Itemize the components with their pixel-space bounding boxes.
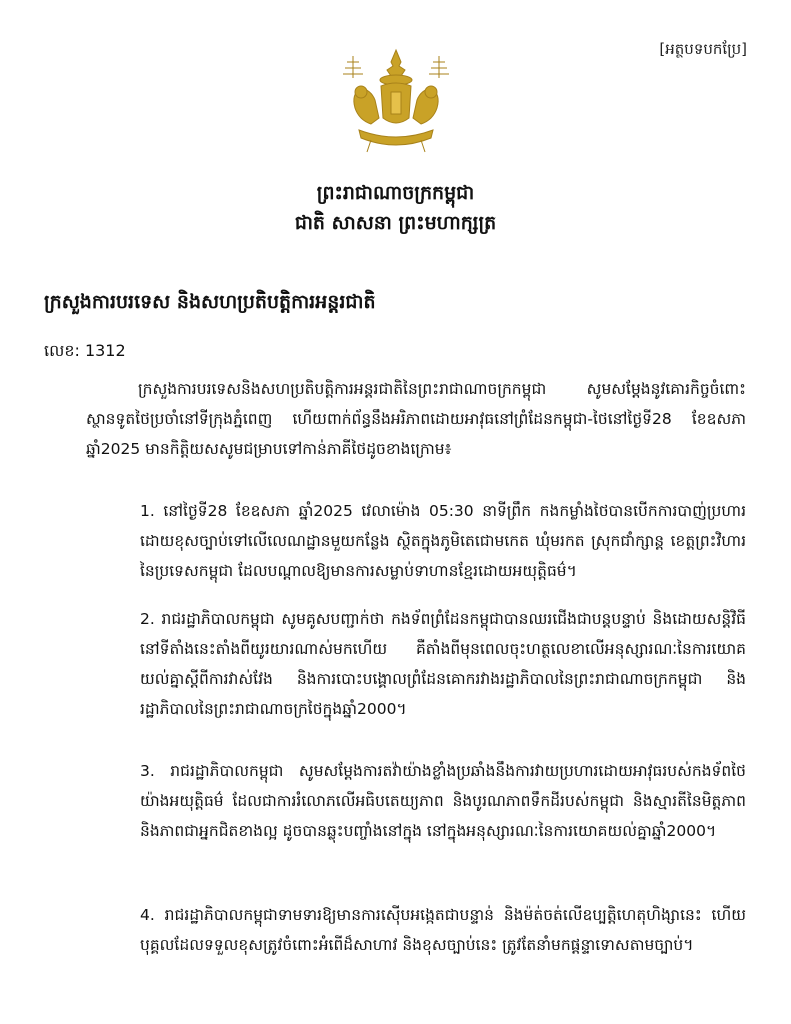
national-motto: ជាតិ សាសនា ព្រះមហាក្សត្រ [294, 212, 497, 234]
translation-tag: [អត្ថបទបកប្រែ] [659, 40, 747, 58]
reference-number: លេខ: 1312 [44, 341, 126, 360]
kingdom-name: ព្រះរាជាណាចក្រកម្ពុជា [316, 182, 475, 204]
intro-paragraph: ក្រសួងការបរទេសនិងសហប្រតិបត្តិការអន្តរជាតិនៃព្រះរាជាណាចក្រកម្ពុជា សូមសម្តែងនូវគោរកិច្ចចំពោះស្ថានទូតថៃប្រចាំនៅទីក្រុងភ្នំពេញ ហើយពាក់ព័ន្ធនឹងអរិភាពដោយអាវុធនៅព្រំដែនកម្ពុជា-ថៃនៅថ្ងៃទី28 ខែឧសភា ឆ្នាំ2025 មានកិត្តិយសសូមជម្រាបទៅកាន់ភាគីថៃដូចខាងក្រោម៖ [86, 380, 746, 458]
list-item: 1. នៅថ្ងៃទី28 ខែឧសភា ឆ្នាំ2025 វេលាម៉ោង 05:30 នាទីព្រឹក កងកម្លាំងថៃបានបើកការបាញ់ប្រហារដោយខុសច្បាប់ទៅលើលេណដ្ឋានមួយកន្លែង ស្ថិតក្នុងភូមិតេជោមកេត ឃុំមរកត ស្រុកជាំក្សាន្ត ខេត្តព្រះវិហារ នៃប្រទេសកម្ពុជា ដែលបណ្តាលឱ្យមានការសម្លាប់ទាហានខ្មែរដោយអយុត្តិធម៌។ [140, 502, 746, 580]
letterhead [0, 178, 791, 238]
list-item: 2. រាជរដ្ឋាភិបាលកម្ពុជា សូមគូសបញ្ជាក់ថា កងទ័ពព្រំដែនកម្ពុជាបានឈរជើងជាបន្តបន្ទាប់ និងដោយសន្តិវិធីនៅទីតាំងនេះតាំងពីយូរយារណាស់មកហើយ គឺតាំងពីមុនពេលចុះហត្ថលេខាលើអនុស្សារណៈនៃការយោគយល់គ្នាស្តីពីការវាស់វែង និងការបោះបង្គោលព្រំដែនគោករវាងរដ្ឋាភិបាលនៃព្រះរាជាណាចក្រកម្ពុជា និងរដ្ឋាភិបាលនៃព្រះរាជាណាចក្រថៃក្នុងឆ្នាំ2000។ [140, 610, 746, 718]
list-item: 3. រាជរដ្ឋាភិបាលកម្ពុជា សូមសម្តែងការតវ៉ាយ៉ាងខ្លាំងប្រឆាំងនឹងការវាយប្រហារដោយអាវុធរបស់កងទ័ពថៃយ៉ាងអយុត្តិធម៌ ដែលជាការរំលោភលើអធិបតេយ្យភាព និងបូរណភាពទឹកដីរបស់កម្ពុជា និងស្មារតីនៃមិត្តភាព និងភាពជាអ្នកជិតខាងល្អ ដូចបានឆ្លុះបញ្ចាំងនៅក្នុង នៅក្នុងអនុស្សារណៈនៃការយោគយល់គ្នាឆ្នាំ2000។ [140, 762, 746, 840]
ministry-name: ក្រសួងការបរទេស និងសហប្រតិបត្តិការអន្តរជាតិ [44, 291, 376, 313]
royal-arms-icon [331, 48, 461, 156]
list-item: 4. រាជរដ្ឋាភិបាលកម្ពុជាទាមទារឱ្យមានការស៊ើបអង្កេតជាបន្ទាន់ និងម៉ត់ចត់លើឧប្បត្តិហេតុហិង្សានេះ ហើយបុគ្គលដែលទទួលខុសត្រូវចំពោះអំពើដ៏សាហាវ និងខុសច្បាប់នេះ ត្រូវតែនាំមកផ្តន្ទាទោសតាមច្បាប់។ [140, 906, 746, 954]
